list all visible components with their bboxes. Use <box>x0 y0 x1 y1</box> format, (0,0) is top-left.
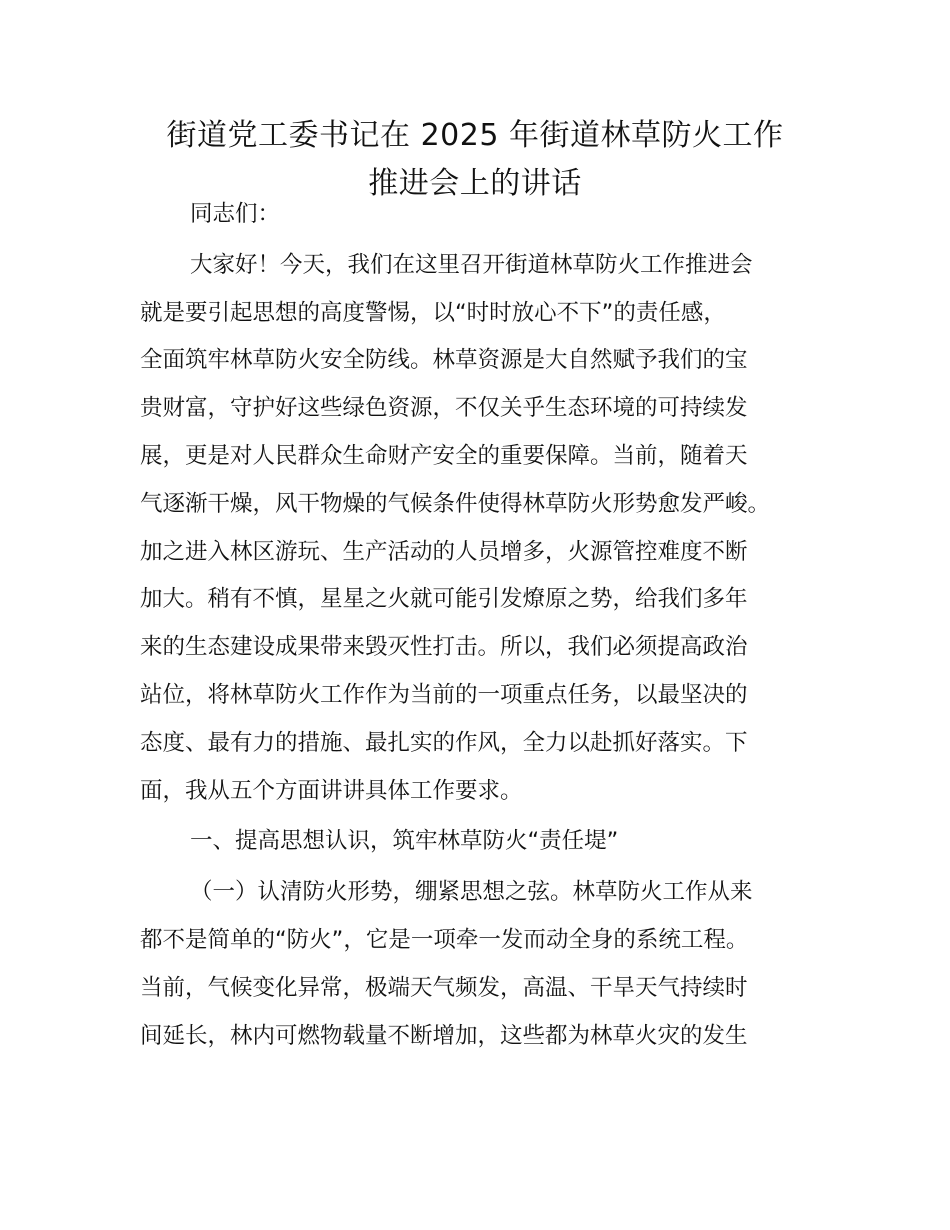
paragraph-line: 态度、最有力的措施、最扎实的作风，全力以赴抓好落实。下 <box>140 729 748 756</box>
paragraph-line: 面，我从五个方面讲讲具体工作要求。 <box>140 777 523 804</box>
paragraph-section-1-1 <box>140 869 830 1060</box>
paragraph-line: （一）认清防火形势，绷紧思想之弦。林草防火工作从来 <box>190 879 753 906</box>
section-heading-text: 一、提高思想认识，筑牢林草防火“责任堤” <box>190 828 619 855</box>
paragraph-line: 就是要引起思想的高度警惕，以“时时放心不下”的责任感， <box>140 299 726 326</box>
paragraph-line: 加大。稍有不慎，星星之火就可能引发燎原之势，给我们多年 <box>140 586 748 613</box>
paragraph-line: 都不是简单的“防火”，它是一项牵一发而动全身的系统工程。 <box>140 926 749 953</box>
paragraph-line: 当前，气候变化异常，极端天气频发，高温、干旱天气持续时 <box>140 974 748 1001</box>
document-body <box>140 191 830 1063</box>
title-line-1: 街道党工委书记在 2025 年街道林草防火工作 <box>166 118 784 153</box>
paragraph-line: 间延长，林内可燃物载量不断增加，这些都为林草火灾的发生 <box>140 1022 748 1049</box>
section-heading-1 <box>140 818 830 866</box>
paragraph-opening <box>140 242 830 816</box>
paragraph-line: 气逐渐干燥，风干物燥的气候条件使得林草防火形势愈发严峻。 <box>140 490 771 517</box>
paragraph-line: 来的生态建设成果带来毁灭性打击。所以，我们必须提高政治 <box>140 634 748 661</box>
paragraph-line: 贵财富，守护好这些绿色资源，不仅关乎生态环境的可持续发 <box>140 395 748 422</box>
salutation <box>140 191 830 239</box>
paragraph-line: 展，更是对人民群众生命财产安全的重要保障。当前，随着天 <box>140 442 748 469</box>
paragraph-line: 加之进入林区游玩、生产活动的人员增多，火源管控难度不断 <box>140 538 748 565</box>
paragraph-line: 站位，将林草防火工作作为当前的一项重点任务，以最坚决的 <box>140 681 748 708</box>
paragraph-line: 大家好！今天，我们在这里召开街道林草防火工作推进会 <box>190 251 753 278</box>
salutation-text: 同志们： <box>190 201 281 227</box>
title-line-2: 推进会上的讲话 <box>368 166 582 201</box>
paragraph-line: 全面筑牢林草防火安全防线。林草资源是大自然赋予我们的宝 <box>140 347 748 374</box>
